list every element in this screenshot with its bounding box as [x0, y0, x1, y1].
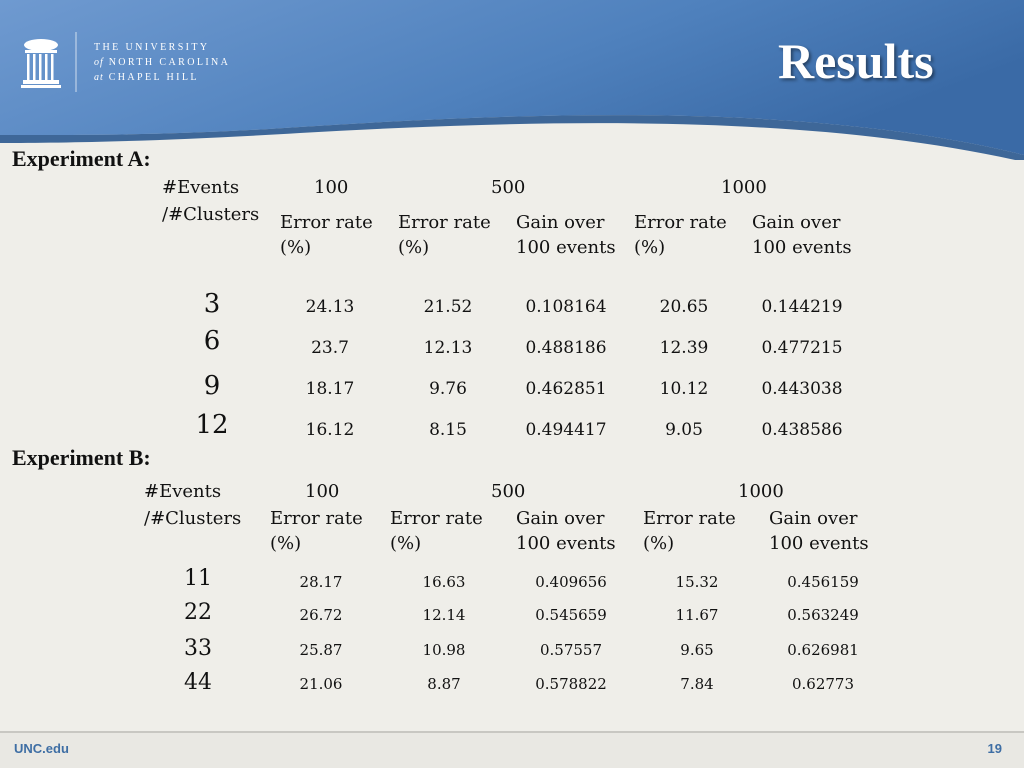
exp-a-header-col3: Gain over 100 events [516, 212, 616, 258]
table-cell: 25.87 [299, 641, 343, 659]
logo-line-1: THE UNIVERSITY [94, 42, 210, 53]
exp-b-clusters-label: /#Clusters [144, 508, 242, 529]
table-cell: 0.563249 [787, 606, 859, 624]
experiment-a-label: Experiment A: [12, 146, 151, 171]
table-cell: 8.15 [429, 420, 467, 440]
exp-b-cluster-cell: 22 [184, 600, 212, 625]
table-cell: 26.72 [299, 606, 343, 624]
table-cell: 9.76 [429, 379, 467, 399]
exp-b-events-500: 500 [491, 481, 526, 502]
logo-line-3: at CHAPEL HILL [94, 72, 199, 83]
table-cell: 0.456159 [787, 573, 859, 591]
exp-b-header-col4: Error rate (%) [643, 508, 736, 554]
slide-title: Results [778, 33, 934, 89]
exp-a-header-col2: Error rate (%) [398, 212, 491, 258]
table-cell: 0.488186 [525, 338, 607, 358]
table-cell: 8.87 [427, 675, 461, 693]
table-cell: 0.494417 [525, 420, 607, 440]
exp-a-clusters-label: /#Clusters [162, 204, 260, 225]
table-cell: 12.39 [659, 338, 709, 358]
exp-a-header-col5: Gain over 100 events [752, 212, 852, 258]
exp-b-header-col3: Gain over 100 events [516, 508, 616, 554]
table-cell: 11.67 [675, 606, 719, 624]
table-cell: 10.12 [659, 379, 709, 399]
logo-line-2: of NORTH CAROLINA [94, 57, 231, 68]
footer-site-link[interactable]: UNC.edu [14, 741, 69, 756]
table-cell: 0.477215 [761, 338, 843, 358]
table-cell: 0.545659 [535, 606, 607, 624]
table-cell: 0.578822 [535, 675, 607, 693]
table-cell: 0.57557 [539, 641, 603, 659]
table-cell: 0.62773 [791, 675, 855, 693]
table-cell: 0.108164 [525, 297, 607, 317]
exp-b-header-col5: Gain over 100 events [769, 508, 869, 554]
table-cell: 10.98 [422, 641, 466, 659]
table-cell: 0.438586 [761, 420, 843, 440]
table-cell: 0.443038 [761, 379, 843, 399]
table-cell: 0.626981 [787, 641, 859, 659]
exp-a-events-100: 100 [314, 177, 349, 198]
exp-b-events-1000: 1000 [738, 481, 784, 502]
exp-a-cluster-cell: 9 [203, 371, 221, 401]
table-cell: 9.65 [680, 641, 714, 659]
table-cell: 12.14 [422, 606, 466, 624]
table-cell: 23.7 [311, 338, 349, 358]
exp-a-cluster-cell: 3 [203, 289, 221, 319]
exp-a-events-label: #Events [162, 177, 240, 198]
table-cell: 16.12 [305, 420, 355, 440]
exp-b-cluster-cell: 44 [184, 670, 212, 695]
table-cell: 18.17 [305, 379, 355, 399]
exp-a-header-col4: Error rate (%) [634, 212, 727, 258]
exp-b-events-label: #Events [144, 481, 222, 502]
exp-a-events-500: 500 [491, 177, 526, 198]
table-cell: 28.17 [299, 573, 343, 591]
exp-a-events-1000: 1000 [721, 177, 767, 198]
footer-bar [0, 733, 1024, 768]
table-cell: 20.65 [659, 297, 709, 317]
exp-a-header-col1: Error rate (%) [280, 212, 373, 258]
table-cell: 9.05 [665, 420, 703, 440]
table-cell: 7.84 [680, 675, 714, 693]
table-cell: 21.52 [423, 297, 473, 317]
exp-b-header-col2: Error rate (%) [390, 508, 483, 554]
exp-b-cluster-cell: 33 [184, 636, 212, 661]
table-cell: 24.13 [305, 297, 355, 317]
table-cell: 21.06 [299, 675, 343, 693]
table-cell: 15.32 [675, 573, 719, 591]
exp-b-header-col1: Error rate (%) [270, 508, 363, 554]
table-cell: 12.13 [423, 338, 473, 358]
table-cell: 16.63 [422, 573, 466, 591]
exp-a-cluster-cell: 6 [203, 326, 221, 356]
exp-b-cluster-cell: 11 [184, 566, 212, 591]
slide-number: 19 [987, 741, 1002, 756]
exp-a-cluster-cell: 12 [195, 410, 229, 440]
table-cell: 0.462851 [525, 379, 607, 399]
exp-b-events-100: 100 [305, 481, 340, 502]
experiment-b-label: Experiment B: [12, 445, 151, 470]
table-cell: 0.409656 [535, 573, 607, 591]
table-cell: 0.144219 [761, 297, 843, 317]
